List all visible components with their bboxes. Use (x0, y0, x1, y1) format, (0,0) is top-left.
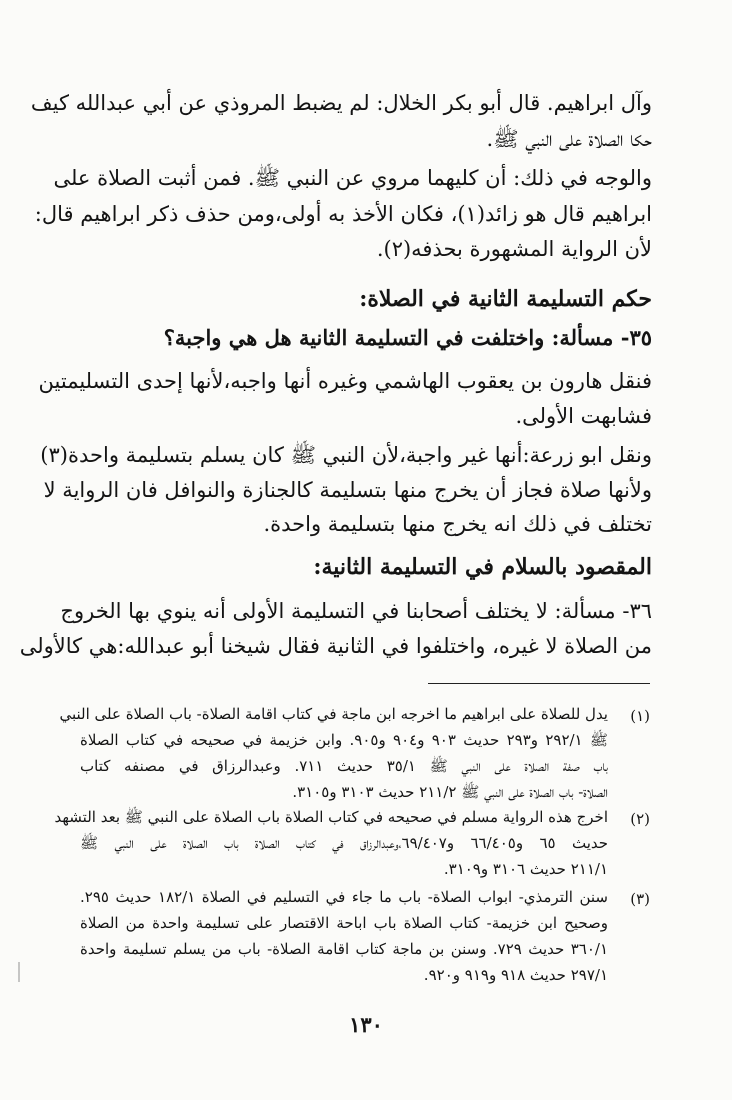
body-line: وآل ابراهيم. قال أبو بكر الخلال: لم يضبط المروذي عن أبي عبدالله كيف (30, 91, 652, 115)
footnote-line: ٢١١/١ حديث ٣١٠٦ و٣١٠٩. (443, 860, 608, 878)
issue-35-heading: ٣٥- مسألة: واختلفت في التسليمة الثانية هل هي واجبة؟ (163, 325, 652, 350)
page-number: ١٣٠ (349, 1012, 383, 1037)
section-heading: المقصود بالسلام في التسليمة الثانية: (313, 554, 652, 580)
body-line: والوجه في ذلك: أن كليهما مروي عن النبي ﷺ. فمن أثبت الصلاة على (53, 166, 652, 190)
footnote-line: حديث ٦٥ و٦٦/٤٠٥ و٦٩/٤٠٧،وعبدالرزاق في كتاب الصلاة باب الصلاة على النبي ﷺ (80, 834, 609, 852)
body-line: ونقل ابو زرعة:أنها غير واجبة،لأن النبي ﷺ كان يسلم بتسليمة واحدة(٣) (40, 443, 652, 467)
footnote-separator (428, 683, 650, 684)
footnote-line: اخرج هذه الرواية مسلم في صحيحه في كتاب الصلاة باب الصلاة على النبي ﷺ بعد التشهد (54, 808, 608, 826)
issue-36-line: ٣٦- مسألة: لا يختلف أصحابنا في التسليمة الأولى أنه ينوي بها الخروج (60, 599, 652, 623)
footnote-line: وصحيح ابن خزيمة- كتاب الصلاة باب اباحة الاقتصار على تسليمة واحدة من الصلاة (80, 914, 608, 932)
body-line: فشابهت الأولى. (515, 404, 652, 428)
footnote-number: (٢) (630, 810, 650, 828)
body-line: لأن الرواية المشهورة بحذفه(٢). (376, 237, 652, 261)
footnote-line: ٣٦٠/١ حديث ٧٢٩. وسنن بن ماجة كتاب اقامة الصلاة- باب من يسلم تسليمة واحدة (80, 940, 608, 958)
footnote-line: الصلاة- باب الصلاة على النبي ﷺ ٢١١/٢ حديث ٣١٠٣ و٣١٠٥. (292, 783, 608, 801)
body-line: ابراهيم قال هو زائد(١)، فكان الأخذ به أولى،ومن حذف ذكر ابراهيم قال: (34, 202, 652, 226)
body-line: من الصلاة لا غيره، واختلفوا في الثانية فقال شيخنا أبو عبدالله:هي كالأولى (19, 634, 652, 658)
footnote-number: (٣) (630, 890, 650, 908)
footnote-line: يدل للصلاة على ابراهيم ما اخرجه ابن ماجة في كتاب اقامة الصلاة- باب الصلاة على النبي (59, 705, 608, 723)
body-line: فنقل هارون بن يعقوب الهاشمي وغيره أنها واجبه،لأنها إحدى التسليمتين (38, 369, 652, 393)
footnote-line: سنن الترمذي- ابواب الصلاة- باب ما جاء في التسليم في الصلاة ١٨٢/١ حديث ٢٩٥. (80, 888, 608, 906)
section-heading: حكم التسليمة الثانية في الصلاة: (359, 286, 652, 312)
body-line: تختلف في ذلك انه يخرج منها بتسليمة واحدة. (263, 512, 652, 536)
footnote-number: (١) (630, 707, 650, 725)
footnote-line: باب صفة الصلاة على النبي ﷺ ٣٥/١ حديث ٧١١. وعبدالرزاق في مصنفه كتاب (80, 757, 608, 775)
footnote-line: ٢٩٧/١ حديث ٩١٨ و٩١٩ و٩٢٠. (423, 966, 608, 984)
body-line: حكا الصلاة على النبي ﷺ. (486, 127, 652, 151)
body-line: ولأنها صلاة فجاز أن يخرج منها بتسليمة كالجنازة والنوافل فان الرواية لا (43, 478, 652, 502)
footnote-line: ﷺ ٢٩٢/١ و٢٩٣ حديث ٩٠٣ و٩٠٤ و٩٠٥. وابن خزيمة في صحيحه في كتاب الصلاة (80, 731, 609, 749)
scan-edge-mark (18, 962, 20, 982)
